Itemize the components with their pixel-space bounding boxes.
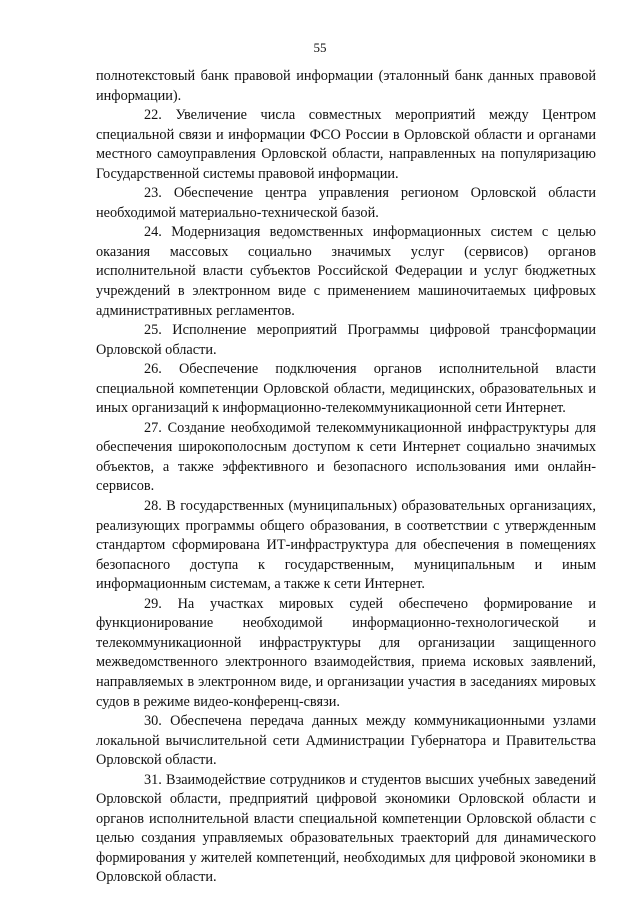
- paragraph-item-28: 28. В государственных (муниципальных) образовательных организациях, реализующих программы общего образования, в соответствии с утвержденным стандартом сформирована ИТ-инфраструктура для обеспечения в помещениях безопасного доступа к государственным, муниципальным и иным информационным системам, а также к сети Интернет.: [96, 498, 596, 593]
- paragraph-item-23: 23. Обеспечение центра управления регионом Орловской области необходимой материально-технической базой.: [96, 185, 596, 221]
- paragraph-item-25: 25. Исполнение мероприятий Программы цифровой трансформации Орловской области.: [96, 322, 596, 358]
- paragraph-item-27: 27. Создание необходимой телекоммуникационной инфраструктуры для обеспечения широкополосным доступом к сети Интернет социально значимых объектов, а также эффективного и безопасного использования ими онлайн-сервисов.: [96, 419, 596, 495]
- document-body: [96, 67, 596, 888]
- paragraph-item-31: 31. Взаимодействие сотрудников и студентов высших учебных заведений Орловской области, предприятий цифровой экономики Орловской области и органов исполнительной власти специальной компетенции Орловской области с целью создания управляемых образовательных траекторий для динамического формирования у жителей компетенций, необходимых для цифровой экономики в Орловской области.: [96, 771, 596, 886]
- paragraph-item-26: 26. Обеспечение подключения органов исполнительной власти специальной компетенции Орловской области, медицинских, образовательных и иных организаций к информационно-телекоммуникационной сети Интернет.: [96, 361, 596, 417]
- page-number: 55: [313, 40, 327, 55]
- paragraph-item-24: 24. Модернизация ведомственных информационных систем с целью оказания массовых социально значимых услуг (сервисов) органов исполнительной власти субъектов Российской Федерации и услуг бюджетных учреждений в электронном виде с применением машиночитаемых цифровых административных регламентов.: [96, 224, 596, 319]
- paragraph-continuation: полнотекстовый банк правовой информации (эталонный банк данных правовой информации).: [96, 68, 596, 104]
- paragraph-item-30: 30. Обеспечена передача данных между коммуникационными узлами локальной вычислительной сети Администрации Губернатора и Правительства Орловской области.: [96, 713, 596, 769]
- paragraph-item-29: 29. На участках мировых судей обеспечено формирование и функционирование необходимой информационно-технологической и телекоммуникационной инфраструктуры для организации защищенного межведомственного электронного взаимодействия, приема исковых заявлений, направляемых в электронном виде, и организации участия в заседаниях мировых судов в режиме видео-конференц-связи.: [96, 595, 596, 710]
- paragraph-item-22: 22. Увеличение числа совместных мероприятий между Центром специальной связи и информации ФСО России в Орловской области и органами местного самоуправления Орловской области, направленных на популяризацию Государственной системы правовой информации.: [96, 107, 596, 182]
